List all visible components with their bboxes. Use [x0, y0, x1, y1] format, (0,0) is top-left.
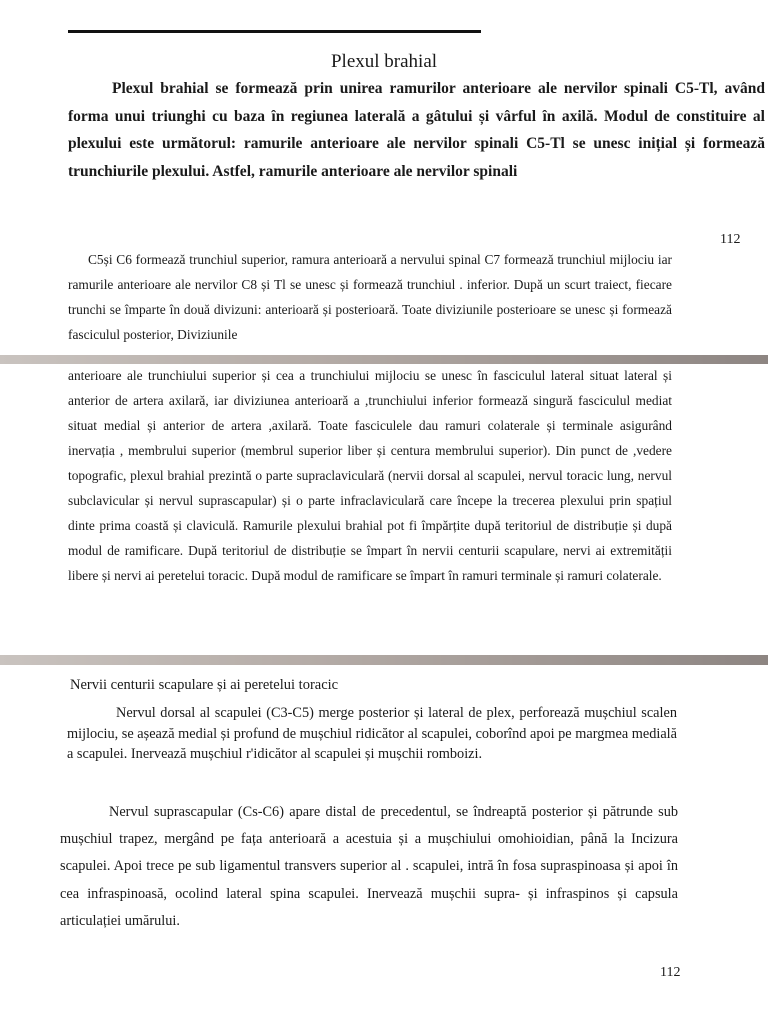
intro-paragraph: Plexul brahial se formează prin unirea ramurilor anterioare ale nervilor spinali C5-Tl, având forma unui triunghi cu baza în regiunea laterală a gâtului și vârful în axilă. Modul de constituire al plexului este următorul: ramurile anterioare ale nervilor spinali C5-Tl se unesc inițial și formează trunchiurile plexului. Astfel, ramurile anterioare ale nervilor spinali: [68, 80, 765, 180]
paragraph-suprascapular-nerve: Nervul suprascapular (Cs-C6) apare distal de precedentul, se îndreaptă posterior și pătrunde sub mușchiul trapez, mergând pe fața anterioară a acestuia și a mușchiului omohioidian, până la Incizura scapulei. Apoi trece pe sub ligamentul transvers superior al . scapulei, intră în fosa supraspinoasa și apoi în cea infraspinoasă, ocolind lateral spina scapulei. Inervează mușchii supra- și infraspinos și capsula articulației umărului.: [60, 804, 678, 929]
page-number-top: 112: [720, 232, 741, 247]
scan-divider-bottom: [0, 655, 768, 665]
text-block-b: anterioare ale trunchiului superior și cea a trunchiului mijlociu se unesc în fasciculul lateral situat lateral și anterior de artera axilară, iar diviziunea anterioară a ,trunchiului inferior formează singură fasciculul mediat situat medial și anterior de artera ,axilară. Toate fasciculele dau ramuri colaterale și terminale asigurând inervația , membrului superior (membrul superior liber și centura membrului superior). Din punct de ,vedere topografic, plexul brahial prezintă o parte supraclaviculară (nervii dorsal al scapulei, nervul toracic lung, nervul subclavicular și nervul suprascapular) și o parte infraclaviculară care începe la trecerea plexului prin spațiul dinte prima coastă și claviculă. Ramurile plexului brahial pot fi împărțite după teritoriul de distribuție și după modul de ramificare. După teritoriul de distribuție se împart în nervii centurii scapulare, nervi ai extremității libere și nervi ai peretelui toracic. După modul de ramificare se împart în ramuri terminale și ramuri colaterale.: [68, 368, 672, 583]
top-rule: [68, 30, 481, 33]
page-title: Plexul brahial: [330, 51, 438, 72]
section-subheading: Nervii centurii scapulare și ai peretelui toracic: [70, 677, 339, 693]
paragraph-dorsal-nerve: Nervul dorsal al scapulei (C3-C5) merge posterior și lateral de plex, perforează mușchiul scalen mijlociu, se așează medial și profund de mușchiul ridicător al scapulei, coborînd apoi pe margmea medială a scapulei. Inervează mușchiul r'idicător al scapulei și mușchii romboizi.: [67, 705, 677, 762]
page-number-bottom: 112: [660, 965, 681, 980]
text-block-a: C5și C6 formează trunchiul superior, ramura anterioară a nervului spinal C7 formează trunchiul mijlociu iar ramurile anterioare ale nervilor C8 și Tl se unesc și formează trunchiul . inferior. După un scurt traiect, fiecare trunchi se împarte în două divizuni: anterioară și posterioară. Toate diviziunile posterioare se unesc și formează fasciculul posterior, Diviziunile: [68, 252, 672, 342]
